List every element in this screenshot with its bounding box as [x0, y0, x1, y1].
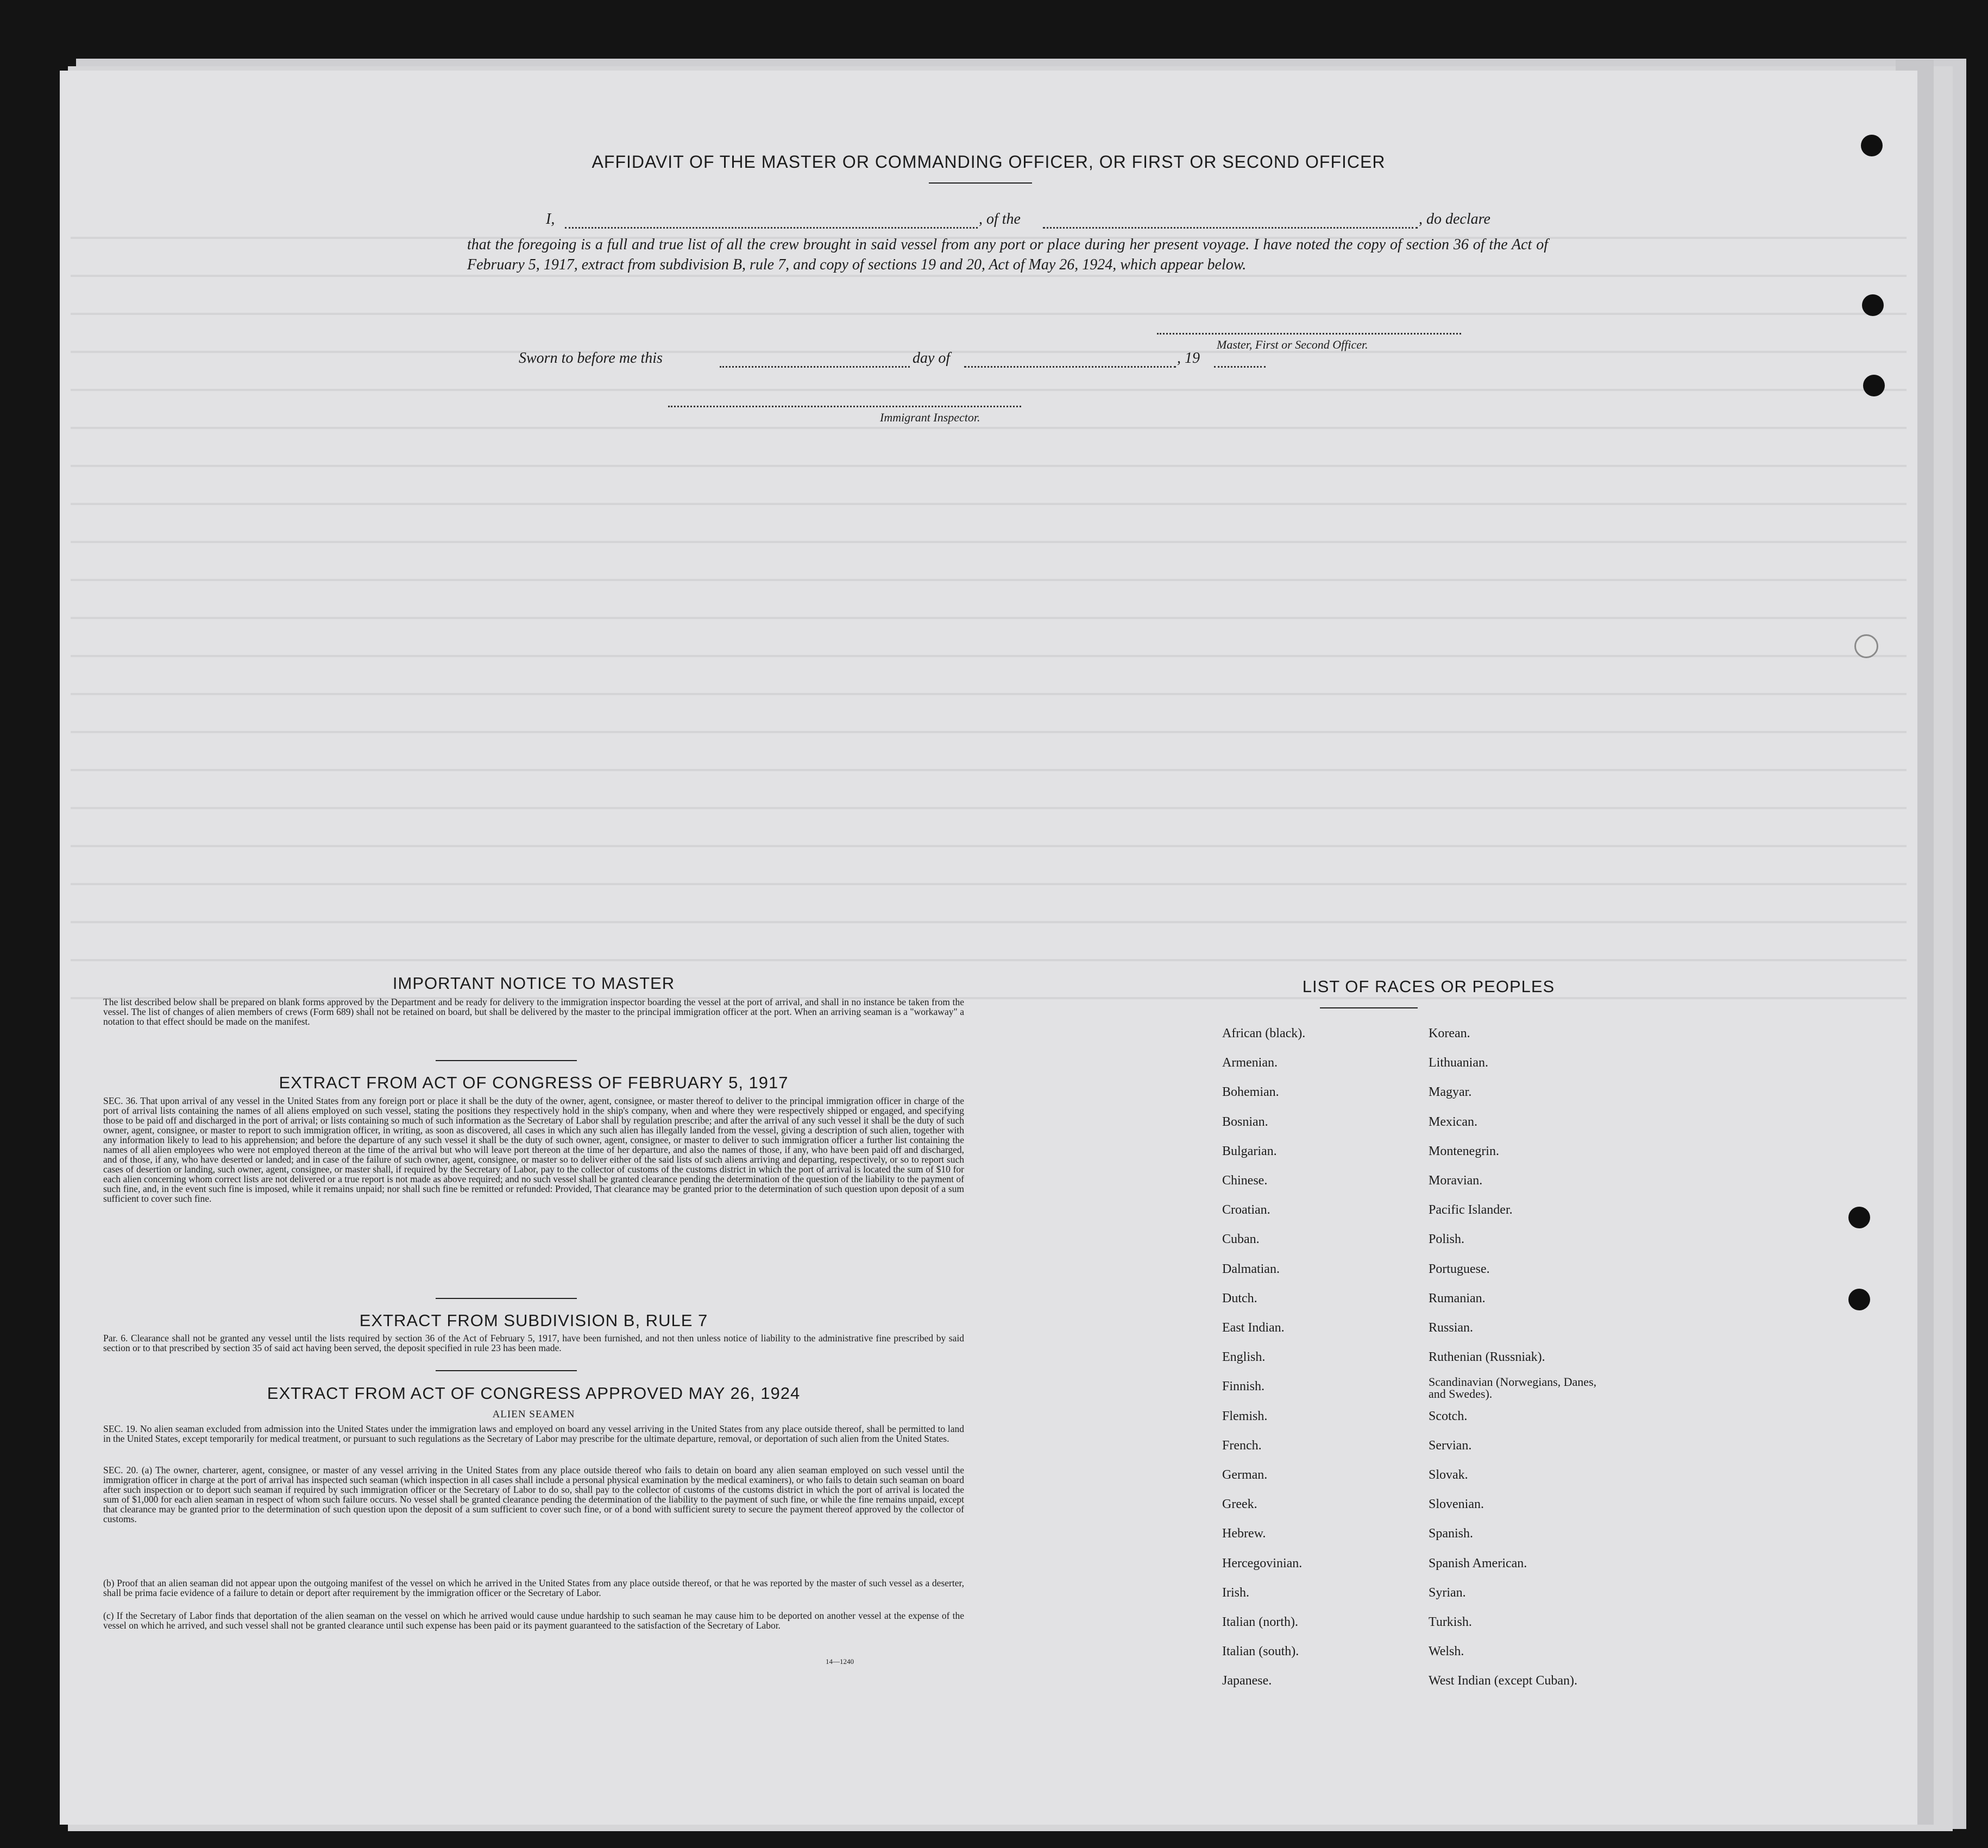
declare-label: , do declare [1419, 211, 1490, 228]
race-item: Bohemian. [1222, 1085, 1279, 1100]
affidavit-title-rule [929, 182, 1032, 184]
extract-1924-title: EXTRACT FROM ACT OF CONGRESS APPROVED MAY 26, 1924 [267, 1384, 801, 1403]
notice-title: IMPORTANT NOTICE TO MASTER [392, 974, 675, 993]
race-item: Rumanian. [1429, 1291, 1486, 1305]
document-page [60, 71, 1917, 1825]
extract-1917-title: EXTRACT FROM ACT OF CONGRESS OF FEBRUARY 5, 1917 [279, 1073, 789, 1092]
race-item: Chinese. [1222, 1174, 1268, 1188]
race-item: German. [1222, 1468, 1268, 1482]
race-item: African (black). [1222, 1026, 1306, 1040]
race-item: Flemish. [1222, 1409, 1268, 1423]
binder-hole-icon [1861, 135, 1883, 156]
extract-rule7-rule [436, 1370, 577, 1371]
sworn-label: Sworn to before me this [519, 350, 663, 367]
race-item: Moravian. [1429, 1174, 1483, 1188]
race-item: Syrian. [1429, 1585, 1466, 1600]
extract-1924-sec20b: (b) Proof that an alien seaman did not appear upon the outgoing manifest of the vessel on which he arrived in the United States from any place outside thereof, or that he was reported by the master of such vessel as a deserter, shall be prima facie evidence of a failure to detain or deport after requirement by the immigration officer or the Secretary of Labor. [103, 1578, 964, 1598]
notice-body: The list described below shall be prepared on blank forms approved by the Department and be ready for delivery to the immigration inspector boarding the vessel at the port of arrival, and shall in no instance be taken from the vessel. The list of changes of alien members of crews (Form 689) shall not be retained on board, but shall be delivered by the master to the principal immigration officer at the port. When an arriving seaman is a "workaway" a notation to that effect should be made on the manifest. [103, 996, 964, 1027]
races-list [1162, 1026, 1706, 1765]
race-item: Croatian. [1222, 1203, 1270, 1218]
race-item: Italian (north). [1222, 1615, 1298, 1629]
race-item: English. [1222, 1350, 1266, 1365]
race-item: Japanese. [1222, 1674, 1272, 1688]
race-item: Hebrew. [1222, 1527, 1266, 1541]
declarant-label: I, [546, 211, 555, 228]
binder-hole-ring-icon [1854, 634, 1878, 658]
form-number: 14—1240 [826, 1657, 854, 1666]
race-item: Russian. [1429, 1321, 1474, 1335]
races-title: LIST OF RACES OR PEOPLES [1302, 977, 1555, 996]
race-item: Italian (south). [1222, 1644, 1299, 1659]
inspector-label: Immigrant Inspector. [880, 411, 980, 424]
binder-hole-icon [1848, 1289, 1870, 1310]
race-item: Bulgarian. [1222, 1144, 1277, 1158]
extract-1917-rule [436, 1298, 577, 1299]
race-item: Turkish. [1429, 1615, 1472, 1629]
race-item: Montenegrin. [1429, 1144, 1499, 1158]
race-item: Dalmatian. [1222, 1262, 1280, 1276]
extract-1924-sec19: SEC. 19. No alien seaman excluded from admission into the United States under the immigration laws and employed on board any vessel arriving in the United States from any place outside thereof, shall be permitted to land in the United States, except temporarily for medical treatment, or pursuant to such regulations as the Secretary of Labor may prescribe for the ultimate departure, removal, or deportation of such alien from the United States. [103, 1423, 964, 1444]
binder-hole-icon [1848, 1207, 1870, 1228]
race-item: Portuguese. [1429, 1262, 1490, 1276]
race-item: Mexican. [1429, 1114, 1477, 1129]
race-item: Pacific Islander. [1429, 1203, 1513, 1218]
race-item: Dutch. [1222, 1291, 1257, 1305]
race-item: Spanish American. [1429, 1556, 1527, 1571]
day-of-label: day of [913, 350, 951, 367]
notice-rule [436, 1060, 577, 1061]
race-item: Slovak. [1429, 1468, 1468, 1482]
race-item: Ruthenian (Russniak). [1429, 1350, 1545, 1365]
extract-1917-body: SEC. 36. That upon arrival of any vessel in the United States from any foreign port or place it shall be the duty of the owner, agent, consignee, or master thereof to deliver to the principal immigration officer in charge of the port of arrival lists containing the names of all aliens employed on such vessel, stating the positions they respectively hold in the ship's company, when and where they were respectively shipped or engaged, and specifying those to be paid off and discharged in the port of arrival; or lists containing so much of such information as the Secretary of Labor shall by regulation prescribe; and after the arrival of any such vessel it shall be the duty of such owner, agent, consignee, or master to report to such immigration officer, in writing, as soon as discovered, all cases in which any such alien has illegally landed from the vessel, giving a description of such alien, together with any information likely to lead to his apprehension; and before the departure of any such vessel it shall be the duty of such owner, agent, consignee, or master to deliver to such immigration officer a further list containing the names of all alien employees who were not employed thereon at the time of the arrival but who will leave port thereon at the time of her departure, and also the names of those, if any, who have been paid off and discharged, and of those, if any, who have deserted or landed; and in case of the failure of such owner, agent, consignee, or master so to deliver either of the said lists of such aliens arriving and departing, respectively, or so to report such cases of desertion or landing, such owner, agent, consignee, or master shall, if required by the Secretary of Labor, pay to the collector of customs of the customs district in which the port of arrival is located the sum of $10 for each alien concerning whom correct lists are not delivered or a true report is not made as above required; and no such vessel shall be granted clearance pending the determination of the question of the liability to the payment of such fine, and, in the event such fine is imposed, while it remains unpaid; nor shall such fine be remitted or refunded: Provided, That clearance may be granted prior to the determination of such question upon deposit of a sum sufficient to cover such fine. [103, 1095, 964, 1204]
extract-rule7-title: EXTRACT FROM SUBDIVISION B, RULE 7 [359, 1311, 708, 1330]
bleed-through [71, 201, 1907, 1016]
vessel-label: , of the [979, 211, 1021, 228]
race-item: Armenian. [1222, 1056, 1278, 1070]
race-item: Hercegovinian. [1222, 1556, 1303, 1571]
race-item: Scotch. [1429, 1409, 1468, 1423]
race-item: Cuban. [1222, 1232, 1260, 1247]
race-item: Polish. [1429, 1232, 1465, 1247]
binder-hole-icon [1863, 375, 1885, 396]
extract-1924-sec20a: SEC. 20. (a) The owner, charterer, agent, consignee, or master of any vessel arriving in the United States from any place outside thereof who fails to detain on board any alien seaman employed on such vessel until the immigration officer in charge at the port of arrival has inspected such seaman (which inspection in all cases shall include a personal physical examination by the medical examiners), or who fails to detain such seaman on board after such inspection or to deport such seaman if required by such immigration officer or the Secretary of Labor to do so, shall pay to the collector of customs of the customs district in which the port of arrival is located the sum of $1,000 for each alien seaman in respect of whom such failure occurs. No vessel shall be granted clearance pending the determination of the liability to the payment of such fine, or while the fine remains unpaid, except that clearance may be granted prior to the determination of such question upon the deposit of a sum sufficient to cover such fine, or of a bond with sufficient surety to secure the payment thereof approved by the collector of customs. [103, 1465, 964, 1524]
race-item: Greek. [1222, 1497, 1257, 1512]
race-item: Spanish. [1429, 1527, 1474, 1541]
race-item: Welsh. [1429, 1644, 1464, 1659]
race-item: Servian. [1429, 1438, 1472, 1453]
race-item: Lithuanian. [1429, 1056, 1488, 1070]
race-item: East Indian. [1222, 1321, 1285, 1335]
binder-hole-icon [1862, 294, 1884, 316]
extract-1924-sec20c: (c) If the Secretary of Labor finds that deportation of the alien seaman on the vessel on which he arrived would cause undue hardship to such seaman he may cause him to be deported on another vessel at the expense of the vessel on which he arrived, and such vessel shall not be granted clearance until such expense has been paid or its payment guaranteed to the satisfaction of the Secretary of Labor. [103, 1610, 964, 1631]
race-item: West Indian (except Cuban). [1429, 1674, 1577, 1688]
race-item: Slovenian. [1429, 1497, 1484, 1512]
race-item: Bosnian. [1222, 1114, 1268, 1129]
affidavit-title: AFFIDAVIT OF THE MASTER OR COMMANDING OFFICER, OR FIRST OR SECOND OFFICER [592, 152, 1386, 172]
race-item: French. [1222, 1438, 1262, 1453]
extract-1924-subtitle: ALIEN SEAMEN [492, 1409, 575, 1420]
signature-label: Master, First or Second Officer. [1217, 338, 1368, 351]
race-item: Korean. [1429, 1026, 1470, 1040]
race-item: Magyar. [1429, 1085, 1472, 1100]
affidavit-body: that the foregoing is a full and true list of all the crew brought in said vessel from any port or place during her present voyage. I have noted the copy of section 36 of the Act of February 5, 1917, extract from subdivision B, rule 7, and copy of sections 19 and 20, Act of May 26, 1924, which appear below. [467, 236, 1548, 273]
year-label: , 19 [1177, 350, 1200, 367]
extract-rule7-body: Par. 6. Clearance shall not be granted any vessel until the lists required by section 36 of the Act of February 5, 1917, have been furnished, and not then unless notice of liability to the administrative fine prescribed by said section or to that prescribed by section 35 of said act having been served, the deposit specified in rule 23 has been made. [103, 1333, 964, 1353]
race-item: Scandinavian (Norwegians, Danes, and Swedes). [1429, 1375, 1597, 1401]
race-item: Irish. [1222, 1585, 1249, 1600]
race-item: Finnish. [1222, 1379, 1265, 1394]
